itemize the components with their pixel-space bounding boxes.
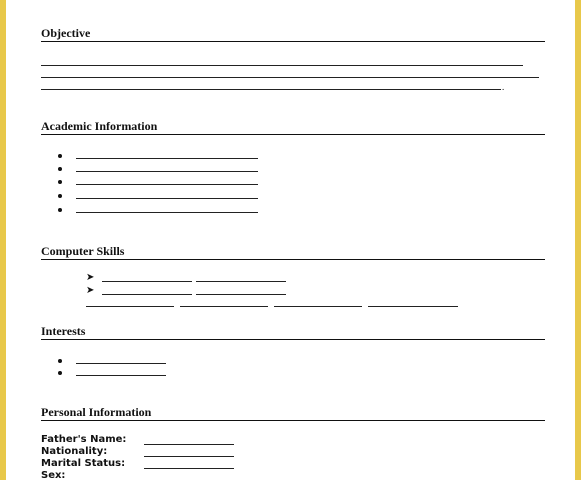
bullet-icon	[58, 167, 62, 171]
objective-end-mark: .	[502, 82, 505, 92]
skills-blank	[86, 306, 174, 307]
father-name-label: Father's Name:	[41, 434, 127, 445]
skills-blank	[274, 306, 362, 307]
bullet-icon	[58, 359, 62, 363]
academic-item-5	[58, 205, 258, 217]
skills-item-2	[86, 287, 296, 299]
marital-status-blank	[144, 468, 234, 469]
bullet-icon	[58, 154, 62, 158]
arrow-bullet-icon: ➤	[86, 285, 95, 296]
interests-item-2	[58, 368, 178, 380]
skills-blank	[102, 294, 192, 295]
academic-blank	[76, 171, 258, 172]
nationality-blank	[144, 456, 234, 457]
marital-status-label: Marital Status:	[41, 458, 126, 469]
skills-heading: Computer Skills	[41, 244, 545, 260]
academic-blank	[76, 184, 258, 185]
nationality-label: Nationality:	[41, 446, 108, 457]
sex-label: Sex:	[41, 470, 66, 480]
interests-item-1	[58, 356, 178, 368]
skills-item-3	[86, 299, 466, 311]
father-name-blank	[144, 444, 234, 445]
academic-blank	[76, 212, 258, 213]
skills-blank	[196, 281, 286, 282]
resume-page	[6, 0, 575, 480]
skills-blank	[368, 306, 458, 307]
interests-blank	[76, 363, 166, 364]
bullet-icon	[58, 208, 62, 212]
bullet-icon	[58, 180, 62, 184]
skills-item-1	[86, 274, 296, 286]
academic-item-4	[58, 191, 258, 203]
academic-heading: Academic Information	[41, 119, 545, 135]
arrow-bullet-icon: ➤	[86, 272, 95, 283]
objective-line-1	[41, 65, 523, 66]
interests-blank	[76, 375, 166, 376]
skills-blank	[102, 281, 192, 282]
academic-item-1	[58, 151, 258, 163]
academic-blank	[76, 198, 258, 199]
skills-blank	[180, 306, 268, 307]
academic-item-2	[58, 164, 258, 176]
personal-heading: Personal Information	[41, 405, 545, 421]
academic-item-3	[58, 177, 258, 189]
skills-blank	[196, 294, 286, 295]
objective-line-3	[41, 89, 501, 90]
bullet-icon	[58, 194, 62, 198]
academic-blank	[76, 158, 258, 159]
bullet-icon	[58, 371, 62, 375]
objective-heading: Objective	[41, 26, 545, 42]
interests-heading: Interests	[41, 324, 545, 340]
objective-line-2	[41, 77, 539, 78]
